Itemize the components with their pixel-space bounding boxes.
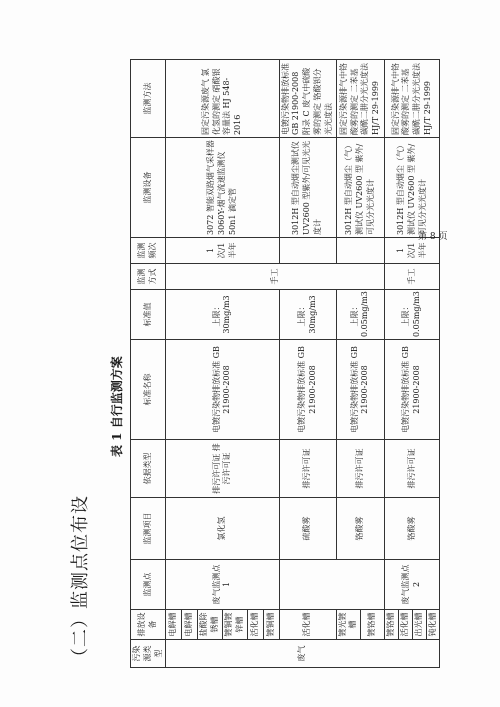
standard-cell: 电镀污染物排放标准 GB 21900-2008 (385, 340, 440, 440)
header-item: 监测项目 (131, 498, 166, 560)
header-basis: 依据类型 (131, 440, 166, 498)
analysis-cell: 固定污染源排气中铬酸雾的测定 二苯基碳酰二肼分光光度法 HJ/T 29-1999 (385, 60, 440, 138)
equipment-cell: 3012H 型自动烟尘测试仪 UV2600 型紫外/可见光光度计 (279, 138, 336, 238)
monitoring-plan-table (130, 59, 440, 668)
header-limit: 标准值 (131, 290, 166, 340)
table-caption: 表 1 自行监测方案 (110, 356, 124, 457)
limit-cell: 上限：30mg/m3 (166, 290, 279, 340)
equipment-cell: 3072 智能双路烟气采样器 3060Y-烟气流速监测仪 50n1 滴定管 (166, 138, 279, 238)
header-row (131, 60, 166, 668)
item-cell: 硫酸雾 (279, 498, 336, 560)
header-outlet: 排放设备 (131, 610, 166, 640)
outlet-cell: 镀铜镀锌槽 (222, 610, 247, 640)
frequency-cell (336, 238, 385, 264)
item-cell: 铬酸雾 (336, 498, 385, 560)
analysis-cell: 电镀污染物排放标准 GB 21900-2008 附录 C 废气中硫酸雾的测定 铬酸钡分光光度法 (279, 60, 336, 138)
point-cell: 废气监测点 1 (166, 560, 279, 610)
outlet-cell: 镀铬槽 (385, 610, 399, 640)
outlet-cell: 镀光镀槽 (336, 610, 361, 640)
equipment-cell: 3012H 型自动烟尘（气）测试仪 UV2600 型 紫外/可见分光光度计 (385, 138, 440, 238)
header-frequency: 监测频次 (131, 238, 166, 264)
category-cell: 废气 (166, 640, 440, 668)
outlet-cell: 电解槽 (182, 610, 198, 640)
table-row (279, 60, 336, 668)
outlet-cell: 出光槽 (412, 610, 426, 640)
method-cell: 手工 (166, 264, 385, 290)
basis-cell: 排污许可证 (279, 440, 336, 498)
outlet-cell: 镀铬槽 (361, 610, 385, 640)
basis-cell: 排污许可证 排污许可证 (166, 440, 279, 498)
outlet-cell: 活化槽 (247, 610, 263, 640)
limit-cell: 上限：0.05mg/m3 (385, 290, 440, 340)
frequency-cell (279, 238, 336, 264)
analysis-cell: 固定污染源废气 氯化氢的测定 硝酸银容量法 HJ 548-2016 (166, 60, 279, 138)
frequency-cell: 1 次/1 半年 (385, 238, 440, 264)
outlet-cell: 镀铜槽 (263, 610, 279, 640)
point-cell: 废气监测点 2 (385, 560, 440, 610)
equipment-cell: 3012H 型自动烟尘（气）测试仪 UV2600 型 紫外/可见分光光度计 (336, 138, 385, 238)
header-point: 监测点 (131, 560, 166, 610)
standard-cell: 电镀污染物排放标准 GB 21900-2008 (166, 340, 279, 440)
header-method: 监测方式 (131, 264, 166, 290)
point-cell (279, 560, 385, 610)
analysis-cell: 固定污染源排气中铬酸雾的测定 二苯基碳酰二肼分光光度法 HJ/T 29-1999 (336, 60, 385, 138)
frequency-cell: 1 次/1 半年 (166, 238, 279, 264)
header-pollutant-type: 污染源类型 (131, 640, 166, 668)
outlet-cell: 钝化槽 (426, 610, 440, 640)
standard-cell: 电镀污染物排放标准 GB 21900-2008 (279, 340, 336, 440)
standard-cell: 电镀污染物排放标准 GB 21900-2008 (336, 340, 385, 440)
outlet-cell: 活化槽 (398, 610, 412, 640)
header-equipment: 监测设备 (131, 138, 166, 238)
outlet-cell: 活化槽 (279, 610, 336, 640)
item-cell: 铬酸雾 (385, 498, 440, 560)
basis-cell: 排污许可证 (385, 440, 440, 498)
item-cell: 氯化氢 (166, 498, 279, 560)
header-analysis: 监测方法 (131, 60, 166, 138)
limit-cell: 上限：0.05mg/m3 (336, 290, 385, 340)
limit-cell: 上限：30mg/m3 (279, 290, 336, 340)
page-number: 第 8 页 (418, 232, 448, 242)
rotated-content (60, 52, 480, 672)
section-title: （二）监测点位布设 (70, 495, 91, 666)
outlet-cell: 盐酸除锈槽 (198, 610, 223, 640)
outlet-cell: 电解槽 (166, 610, 182, 640)
method-cell: 手工 (385, 264, 440, 290)
header-standard: 标准名称 (131, 340, 166, 440)
table-row (166, 60, 182, 668)
table-row (385, 60, 399, 668)
basis-cell: 排污许可证 (336, 440, 385, 498)
